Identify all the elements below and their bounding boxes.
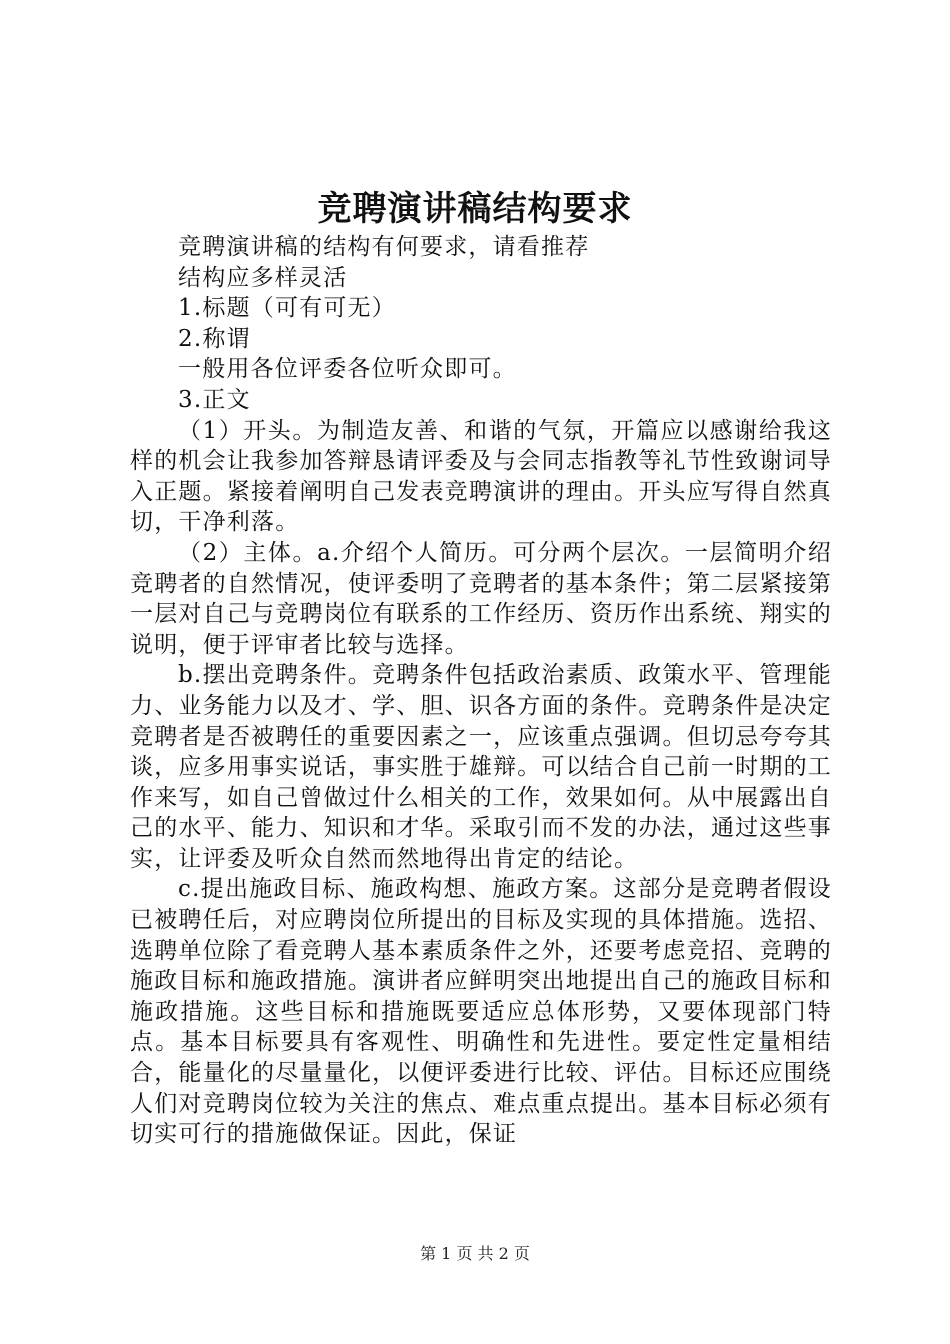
page-number: 第 1 页 共 2 页 [420,1244,530,1263]
section-heading: 2.称谓 [178,325,251,352]
section-heading: 3.正文 [178,386,251,413]
paragraph-main-body: （2）主体。a.介绍个人简历。可分两个层次。一层简明介绍竞聘者的自然情况，使评委明了竞聘者的基本条件；第二层紧接第一层对自己与竞聘岗位有联系的工作经历、资历作出系统、翔实的说明，便于评审者比较与选择。 [130,539,832,658]
paragraph-conditions: b.摆出竞聘条件。竞聘条件包括政治素质、政策水平、管理能力、业务能力以及才、学、胆、识各方面的条件。竞聘条件是决定竞聘者是否被聘任的重要因素之一，应该重点强调。但切忌夸夸其谈，应多用事实说话，事实胜于雄辩。可以结合自己前一时期的工作来写，如自己曾做过什么相关的工作，效果如何。从中展露出自己的水平、能力、知识和才华。采取引而不发的办法，通过这些事实，让评委及听众自然而然地得出肯定的结论。 [130,662,832,872]
paragraph-opening: （1）开头。为制造友善、和谐的气氛，开篇应以感谢给我这样的机会让我参加答辩恳请评委及与会同志指教等礼节性致谢词导入正题。紧接着阐明自己发表竞聘演讲的理由。开头应写得自然真切，干净利落。 [130,417,832,536]
document-body [130,232,832,1150]
body-line: 一般用各位评委各位听众即可。 [178,356,517,383]
paragraph-goals: c.提出施政目标、施政构想、施政方案。这部分是竞聘者假设已被聘任后，对应聘岗位所提出的目标及实现的具体措施。选招、选聘单位除了看竞聘人基本素质条件之外，还要考虑竞招、竞聘的施政目标和施政措施。演讲者应鲜明突出地提出自己的施政目标和施政措施。这些目标和措施既要适应总体形势，又要体现部门特点。基本目标要具有客观性、明确性和先进性。要定性定量相结合，能量化的尽量量化，以便评委进行比较、评估。目标还应围绕人们对竞聘岗位较为关注的焦点、难点重点提出。基本目标必须有切实可行的措施做保证。因此，保证 [130,876,832,1148]
section-heading: 1.标题（可有可无） [178,295,396,322]
intro-line: 结构应多样灵活 [178,264,348,291]
intro-line: 竞聘演讲稿的结构有何要求，请看推荐 [178,234,590,260]
document-title: 竞聘演讲稿结构要求 [317,189,633,229]
